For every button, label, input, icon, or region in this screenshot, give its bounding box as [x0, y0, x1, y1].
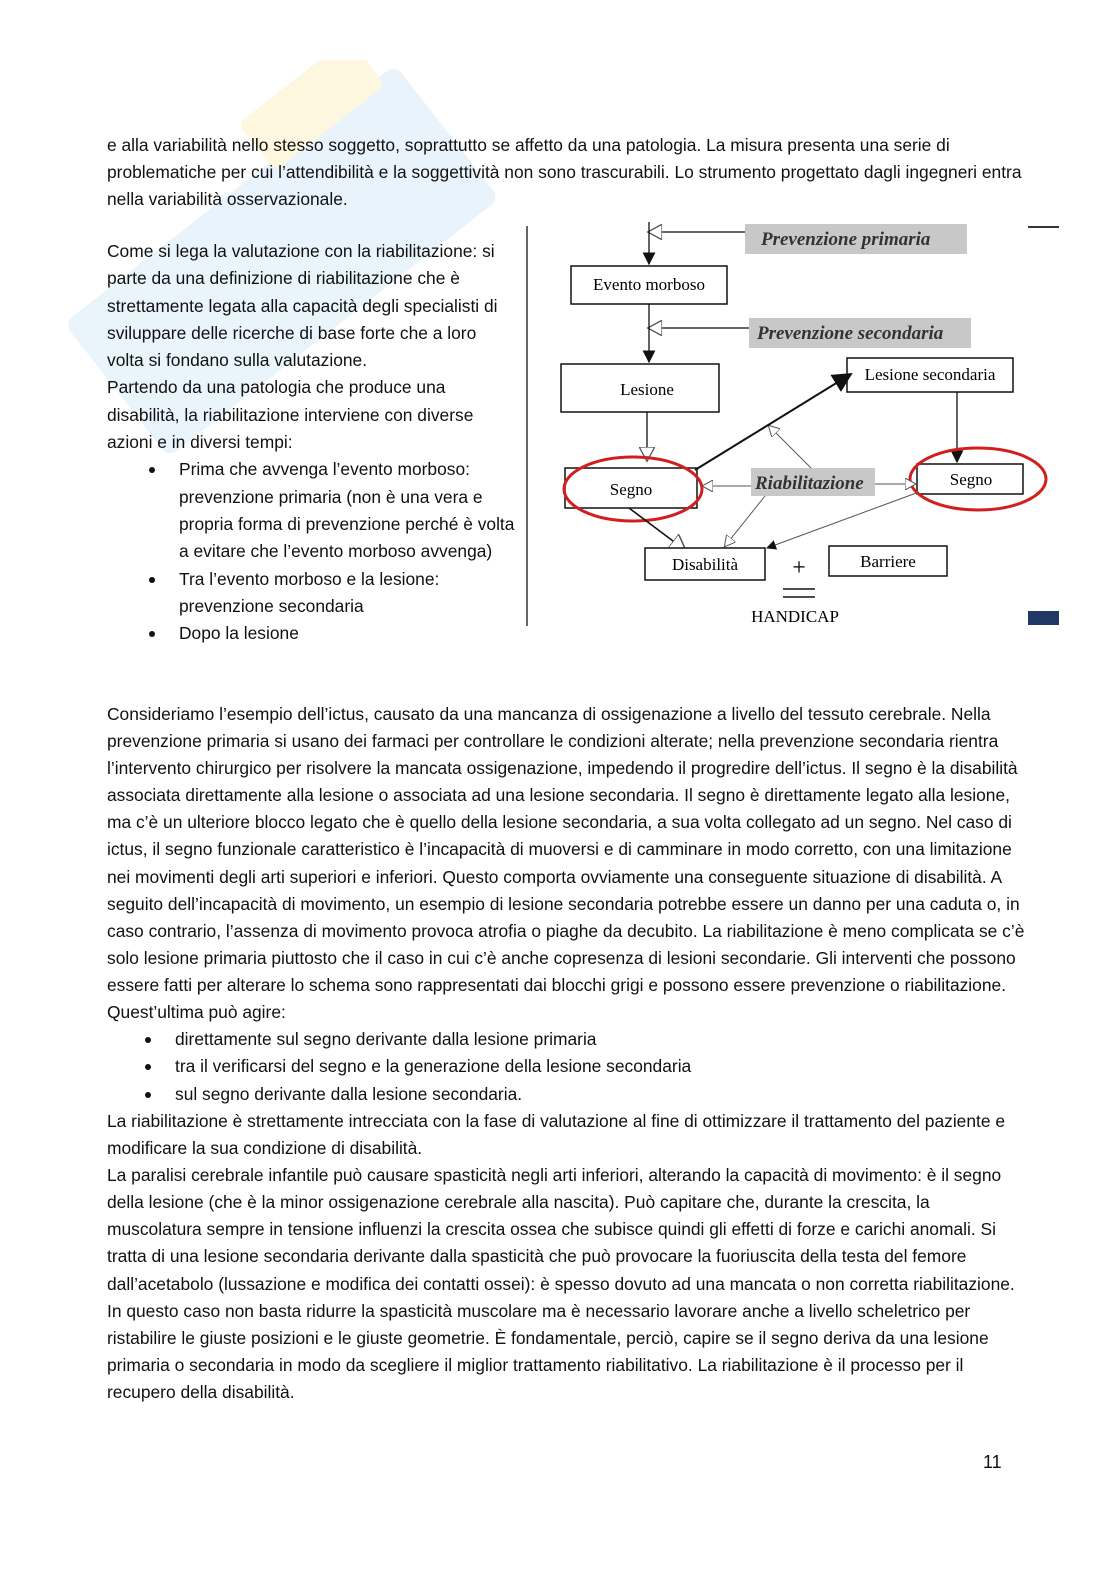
margin-rule	[1028, 226, 1059, 228]
left-paragraph-2: Partendo da una patologia che produce una disabilità, la riabilitazione interviene con diverse azioni e in diversi tempi:	[107, 377, 474, 453]
disabilita-label: Disabilità	[671, 555, 739, 574]
riabilitazione-label: Riabilitazione	[755, 473, 864, 494]
margin-bar	[1028, 611, 1059, 625]
left-paragraph-1: Come si lega la valutazione con la riabilitazione: si parte da una definizione di riabilitazione che è strettamente legata alla capacità degli specialisti di sviluppare delle ricerche di base forte che a loro volta si fondano sulla valutazione.	[107, 241, 498, 371]
prevention-list	[107, 456, 517, 647]
lesione-label: Lesione	[620, 380, 674, 399]
main-paragraph-2: La riabilitazione è strettamente intrecciata con la fase di valutazione al fine di ottimizzare il trattamento del paziente e modificare la sua condizione di disabilità.	[107, 1111, 1006, 1159]
main-paragraph-3: La paralisi cerebrale infantile può causare spasticità negli arti inferiori, alterando la capacità di movimento: è il segno della lesione (che è la minor ossigenazione cerebrale alla nascita). Può capitare che, durante la crescita, la muscolatura sempre in tensione influenzi la crescita ossea che subisce quindi gli effetti di forze e carichi anomali. Si tratta di una lesione secondaria derivante dalla spasticità che può provocare la fuoriuscita della testa del femore dall’acetabolo (lussazione e modifica dei contatti ossei): è spesso dovuto ad una mancata o non corretta riabilitazione. In questo caso non basta ridurre la spasticità muscolare ma è necessario lavorare anche a livello scheletrico per ristabilire le giuste posizioni e le giuste geometrie. È fondamentale, perciò, capire se il segno deriva da una lesione primaria o secondaria in modo da scegliere il miglior trattamento riabilitativo. La riabilitazione è il processo per il recupero della disabilità.	[107, 1165, 1015, 1402]
prevenzione-primaria-label: Prevenzione primaria	[761, 229, 931, 250]
intro-paragraph: e alla variabilità nello stesso soggetto, soprattutto se affetto da una patologia. La misura presenta una serie di problematiche per cui l’attendibilità e la soggettività non sono trascurabili. Lo strumento progettato dagli ingegneri entra nella variabilità osservazionale.	[107, 135, 1022, 209]
segno-left-label: Segno	[609, 480, 653, 499]
rehabilitation-list	[107, 1026, 1027, 1108]
handicap-label: HANDICAP	[751, 607, 839, 626]
list-item: Tra l’evento morboso e la lesione: prevenzione secondaria	[179, 566, 517, 621]
list-item: direttamente sul segno derivante dalla lesione primaria	[175, 1026, 1027, 1053]
main-text	[107, 701, 1027, 1406]
list-item: Prima che avvenga l’evento morboso: prevenzione primaria (non è una vera e propria forma di prevenzione perché è volta a evitare che l’evento morboso avvenga)	[179, 456, 517, 565]
main-paragraph-1: Consideriamo l’esempio dell’ictus, causato da una mancanza di ossigenazione a livello del tessuto cerebrale. Nella prevenzione primaria si usano dei farmaci per controllare le condizioni alterate; nella prevenzione secondaria rientra l’intervento chirurgico per risolvere la mancata ossigenazione, impedendo il progredire dell’ictus. Il segno è la disabilità associata direttamente alla lesione o associata ad una lesione secondaria. Il segno è direttamente legato alla lesione, ma c’è un ulteriore blocco legato che è quello della lesione secondaria, a sua volta collegato ad un segno. Nel caso di ictus, il segno funzionale caratteristico è l’incapacità di muoversi e di camminare in modo corretto, con una limitazione nei movimenti degli arti superiori e inferiori. Questo comporta ovviamente una conseguente situazione di disabilità. A seguito dell’incapacità di movimento, un esempio di lesione secondaria potrebbe essere un danno per una caduta o, in caso contrario, l’assenza di movimento provoca atrofia o piaghe da decubito. La riabilitazione è meno complicata se c’è solo lesione primaria piuttosto che il caso in cui c’è anche copresenza di lesioni secondarie. Gli interventi che possono essere fatti per alterare lo schema sono rappresentati dai blocchi grigi e possono essere prevenzione o riabilitazione. Quest’ultima può agire:	[107, 704, 1025, 1023]
list-item: sul segno derivante dalla lesione secondaria.	[175, 1081, 1027, 1108]
left-column	[107, 238, 517, 647]
list-item: Dopo la lesione	[179, 620, 517, 647]
lesione-secondaria-label: Lesione secondaria	[864, 365, 996, 384]
list-item: tra il verificarsi del segno e la generazione della lesione secondaria	[175, 1053, 1027, 1080]
arrow	[767, 492, 919, 548]
segno-right-label: Segno	[949, 470, 993, 489]
rehabilitation-diagram	[525, 222, 1065, 632]
barriere-label: Barriere	[860, 552, 916, 571]
prevenzione-secondaria-label: Prevenzione secondaria	[757, 323, 944, 344]
plus-sign: +	[792, 555, 806, 581]
arrow	[769, 426, 811, 468]
evento-morboso-label: Evento morboso	[593, 275, 705, 294]
page-number: 11	[983, 1452, 1002, 1472]
arrow	[725, 496, 765, 546]
